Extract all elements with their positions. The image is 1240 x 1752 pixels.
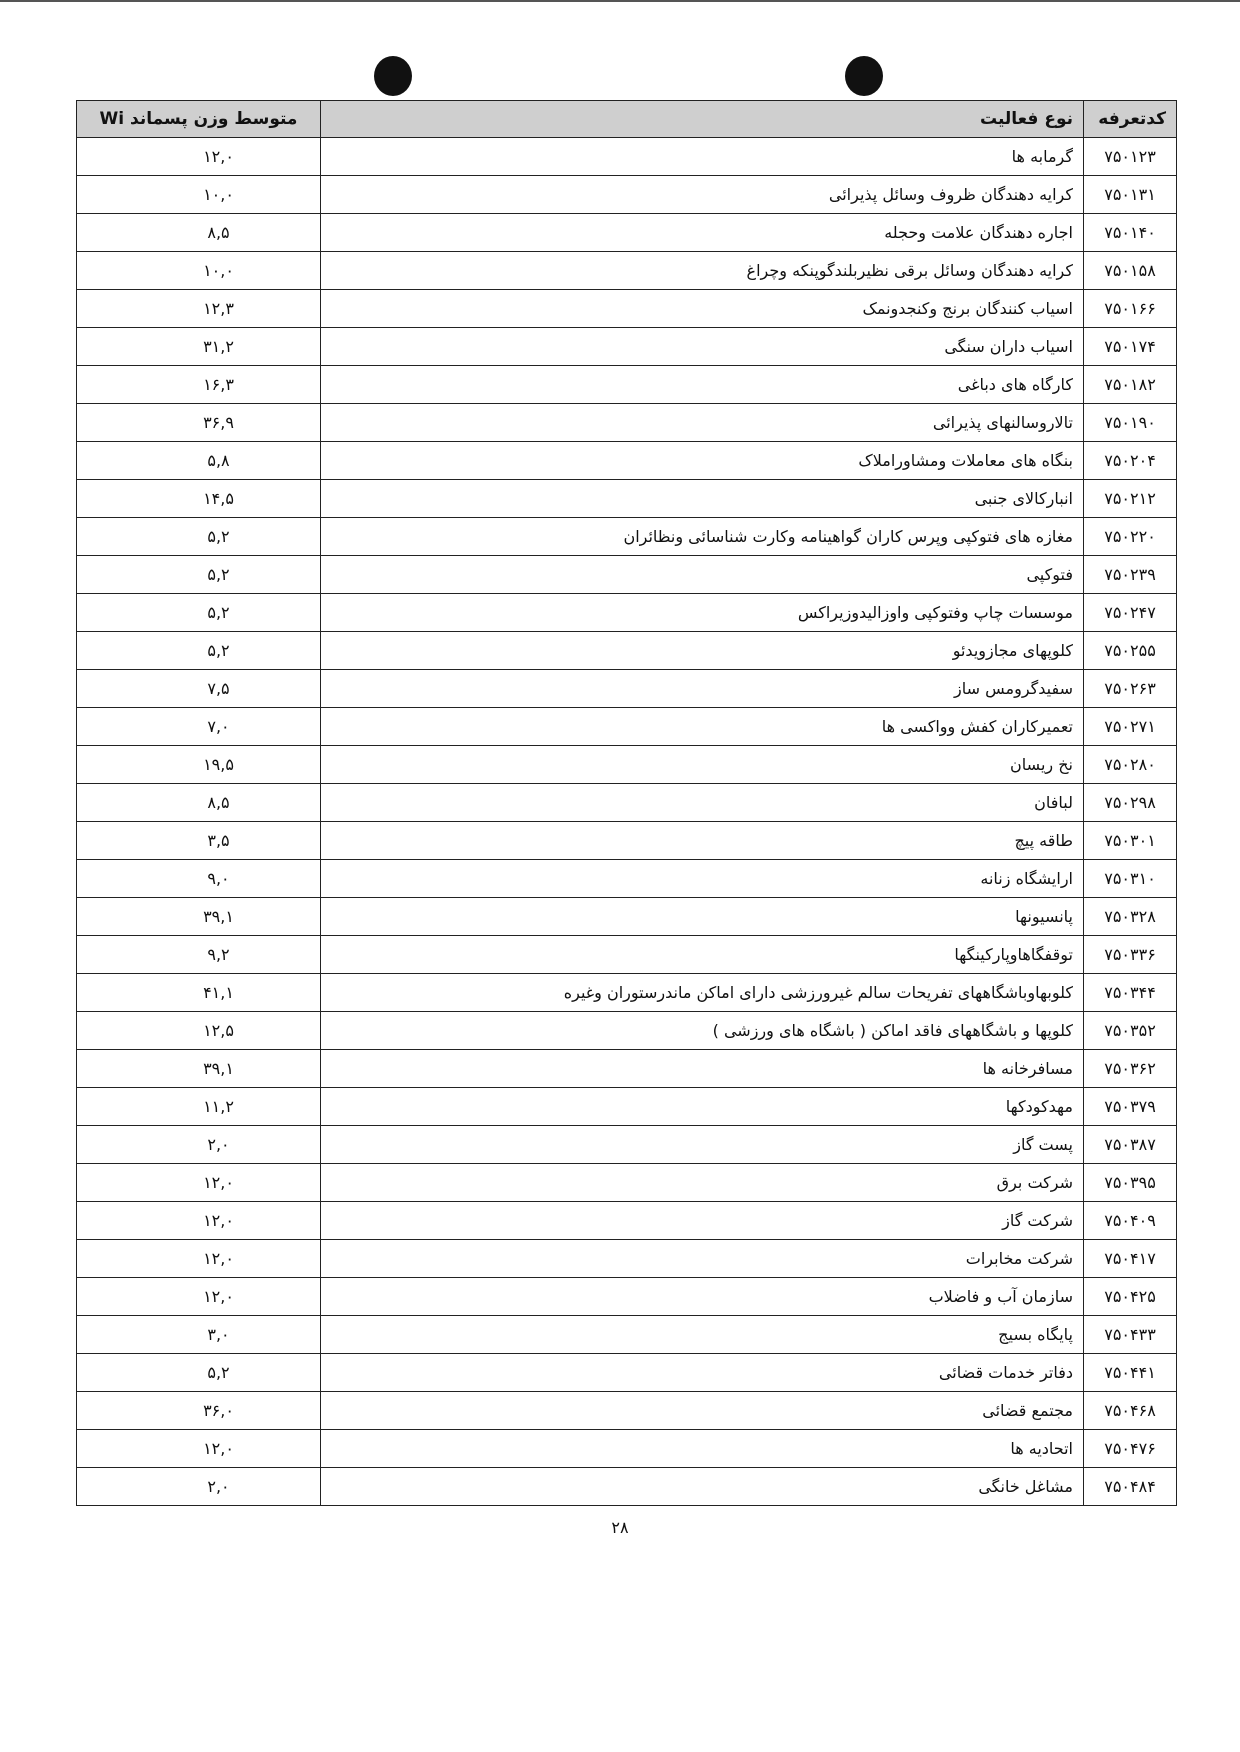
table-row <box>77 556 1177 594</box>
table-row <box>77 1126 1177 1164</box>
activity-type: مشاغل خانگی <box>321 1468 1084 1506</box>
tariff-code: ۷۵۰۲۹۸ <box>1084 784 1177 822</box>
activity-type: موسسات چاپ وفتوکپی واوزالیدوزیراکس <box>321 594 1084 632</box>
tariff-code: ۷۵۰۲۱۲ <box>1084 480 1177 518</box>
header-value: متوسط وزن پسماند Wi <box>77 101 321 138</box>
tariff-code: ۷۵۰۳۵۲ <box>1084 1012 1177 1050</box>
waste-weight: ۱۲,۰ <box>203 1211 234 1230</box>
waste-weight-cell <box>77 936 321 974</box>
activity-type: مسافرخانه ها <box>321 1050 1084 1088</box>
tariff-code: ۷۵۰۲۲۰ <box>1084 518 1177 556</box>
table-row <box>77 1202 1177 1240</box>
tariff-code: ۷۵۰۲۷۱ <box>1084 708 1177 746</box>
activity-type: پایگاه بسیج <box>321 1316 1084 1354</box>
header-code: کدتعرفه <box>1084 101 1177 138</box>
activity-type: گرمابه ها <box>321 138 1084 176</box>
activity-type: شرکت مخابرات <box>321 1240 1084 1278</box>
waste-weight: ۷,۵ <box>207 679 230 698</box>
waste-weight: ۱۱,۲ <box>203 1097 234 1116</box>
waste-weight: ۱۲,۰ <box>203 1287 234 1306</box>
tariff-code: ۷۵۰۴۰۹ <box>1084 1202 1177 1240</box>
tariff-code: ۷۵۰۴۶۸ <box>1084 1392 1177 1430</box>
table-row <box>77 1430 1177 1468</box>
waste-weight: ۵,۲ <box>207 641 230 660</box>
table-row <box>77 1468 1177 1506</box>
waste-weight-cell <box>77 404 321 442</box>
waste-weight-cell <box>77 1012 321 1050</box>
waste-weight: ۱۲,۵ <box>203 1021 234 1040</box>
waste-weight-cell <box>77 898 321 936</box>
activity-type: طاقه پیچ <box>321 822 1084 860</box>
waste-weight: ۲,۰ <box>207 1477 230 1496</box>
waste-weight-cell <box>77 1354 321 1392</box>
table-row <box>77 1316 1177 1354</box>
table-row <box>77 252 1177 290</box>
activity-type: تالاروسالنهای پذیرائی <box>321 404 1084 442</box>
waste-weight: ۱۴,۵ <box>203 489 234 508</box>
punch-hole-left <box>374 56 412 96</box>
tariff-code: ۷۵۰۱۲۳ <box>1084 138 1177 176</box>
activity-type: اتحادیه ها <box>321 1430 1084 1468</box>
tariff-code: ۷۵۰۱۷۴ <box>1084 328 1177 366</box>
page-number: ۲۸ <box>611 1518 629 1537</box>
activity-type: توقفگاهاوپارکینگها <box>321 936 1084 974</box>
waste-weight: ۳۹,۱ <box>203 907 234 926</box>
waste-weight-cell <box>77 822 321 860</box>
tariff-code: ۷۵۰۴۷۶ <box>1084 1430 1177 1468</box>
waste-weight-cell <box>77 290 321 328</box>
waste-weight: ۱۲,۰ <box>203 1249 234 1268</box>
waste-weight: ۵,۸ <box>207 451 230 470</box>
activity-type: مهدکودکها <box>321 1088 1084 1126</box>
tariff-code: ۷۵۰۳۶۲ <box>1084 1050 1177 1088</box>
tariff-code: ۷۵۰۴۴۱ <box>1084 1354 1177 1392</box>
table-row <box>77 1278 1177 1316</box>
waste-weight: ۱۲,۰ <box>203 1439 234 1458</box>
scan-edge <box>0 0 1240 2</box>
waste-weight: ۱۶,۳ <box>203 375 234 394</box>
activity-type: اجاره دهندگان علامت وحجله <box>321 214 1084 252</box>
waste-weight-cell <box>77 1164 321 1202</box>
activity-type: فتوکپی <box>321 556 1084 594</box>
activity-type: مجتمع قضائی <box>321 1392 1084 1430</box>
activity-type: کرایه دهندگان ظروف وسائل پذیرائی <box>321 176 1084 214</box>
tariff-code: ۷۵۰۳۳۶ <box>1084 936 1177 974</box>
activity-type: اسیاب داران سنگی <box>321 328 1084 366</box>
table-row <box>77 708 1177 746</box>
activity-type: کرایه دهندگان وسائل برقی نظیربلندگوپنکه وچراغ <box>321 252 1084 290</box>
table-row <box>77 1050 1177 1088</box>
table-row <box>77 214 1177 252</box>
activity-type: ارایشگاه زنانه <box>321 860 1084 898</box>
table-row <box>77 1392 1177 1430</box>
tariff-code: ۷۵۰۲۵۵ <box>1084 632 1177 670</box>
activity-type: کارگاه های دباغی <box>321 366 1084 404</box>
tariff-code: ۷۵۰۲۸۰ <box>1084 746 1177 784</box>
waste-weight: ۱۰,۰ <box>203 185 234 204</box>
waste-weight-cell <box>77 480 321 518</box>
waste-weight-cell <box>77 974 321 1012</box>
waste-weight-cell <box>77 1202 321 1240</box>
table-row <box>77 898 1177 936</box>
table-row <box>77 404 1177 442</box>
waste-weight: ۸,۵ <box>207 793 230 812</box>
activity-type: کلوپها و باشگاههای فاقد اماکن ( باشگاه های ورزشی ) <box>321 1012 1084 1050</box>
table-row <box>77 518 1177 556</box>
waste-weight-cell <box>77 1050 321 1088</box>
activity-type: کلوبهاوباشگاههای تفریحات سالم غیرورزشی دارای اماکن ماندرستوران وغیره <box>321 974 1084 1012</box>
tariff-code: ۷۵۰۲۶۳ <box>1084 670 1177 708</box>
activity-type: کلوپهای مجازویدئو <box>321 632 1084 670</box>
waste-weight: ۵,۲ <box>207 565 230 584</box>
waste-weight-cell <box>77 632 321 670</box>
table-row <box>77 746 1177 784</box>
waste-weight: ۵,۲ <box>207 603 230 622</box>
waste-weight-cell <box>77 214 321 252</box>
waste-weight-cell <box>77 594 321 632</box>
waste-weight: ۳۱,۲ <box>203 337 234 356</box>
table-row <box>77 1088 1177 1126</box>
table-row <box>77 594 1177 632</box>
table-header-row <box>77 101 1177 138</box>
activity-type: بنگاه های معاملات ومشاوراملاک <box>321 442 1084 480</box>
waste-weight: ۳,۰ <box>207 1325 230 1344</box>
tariff-code: ۷۵۰۱۵۸ <box>1084 252 1177 290</box>
tariff-code: ۷۵۰۲۰۴ <box>1084 442 1177 480</box>
waste-weight: ۸,۵ <box>207 223 230 242</box>
waste-weight: ۱۹,۵ <box>203 755 234 774</box>
waste-weight: ۳۶,۹ <box>203 413 234 432</box>
tariff-code: ۷۵۰۲۴۷ <box>1084 594 1177 632</box>
activity-type: دفاتر خدمات قضائی <box>321 1354 1084 1392</box>
waste-weight-cell <box>77 1088 321 1126</box>
activity-type: تعمیرکاران کفش وواکسی ها <box>321 708 1084 746</box>
tariff-code: ۷۵۰۱۳۱ <box>1084 176 1177 214</box>
activity-type: اسیاب کنندگان برنج وکنجدونمک <box>321 290 1084 328</box>
activity-type: پانسیونها <box>321 898 1084 936</box>
table-row <box>77 974 1177 1012</box>
tariff-code: ۷۵۰۱۸۲ <box>1084 366 1177 404</box>
table-row <box>77 670 1177 708</box>
waste-weight-cell <box>77 1278 321 1316</box>
table-row <box>77 328 1177 366</box>
table-row <box>77 784 1177 822</box>
waste-weight-cell <box>77 366 321 404</box>
table-row <box>77 1240 1177 1278</box>
tariff-code: ۷۵۰۴۳۳ <box>1084 1316 1177 1354</box>
waste-weight-cell <box>77 328 321 366</box>
tariff-code: ۷۵۰۳۸۷ <box>1084 1126 1177 1164</box>
waste-weight: ۱۲,۳ <box>203 299 234 318</box>
waste-weight: ۳۹,۱ <box>203 1059 234 1078</box>
activity-type: مغازه های فتوکپی وپرس کاران گواهینامه وکارت شناسائی ونظائران <box>321 518 1084 556</box>
table-row <box>77 1164 1177 1202</box>
waste-weight-cell <box>77 176 321 214</box>
waste-weight: ۱۲,۰ <box>203 147 234 166</box>
waste-weight-cell <box>77 784 321 822</box>
waste-weight-cell <box>77 1126 321 1164</box>
tariff-code: ۷۵۰۱۴۰ <box>1084 214 1177 252</box>
table-row <box>77 138 1177 176</box>
tariff-code: ۷۵۰۳۴۴ <box>1084 974 1177 1012</box>
activity-type: شرکت برق <box>321 1164 1084 1202</box>
activity-type: شرکت گاز <box>321 1202 1084 1240</box>
waste-weight-cell <box>77 442 321 480</box>
waste-weight-cell <box>77 252 321 290</box>
table-row <box>77 176 1177 214</box>
tariff-code: ۷۵۰۳۹۵ <box>1084 1164 1177 1202</box>
table-row <box>77 480 1177 518</box>
tariff-code: ۷۵۰۳۰۱ <box>1084 822 1177 860</box>
activity-type: سفیدگرومس ساز <box>321 670 1084 708</box>
waste-weight-cell <box>77 1240 321 1278</box>
waste-weight: ۱۲,۰ <box>203 1173 234 1192</box>
table-row <box>77 290 1177 328</box>
waste-weight-cell <box>77 860 321 898</box>
waste-weight-cell <box>77 708 321 746</box>
waste-weight: ۹,۲ <box>207 945 230 964</box>
table-row <box>77 1012 1177 1050</box>
activity-type: نخ ریسان <box>321 746 1084 784</box>
waste-weight: ۹,۰ <box>207 869 230 888</box>
tariff-code: ۷۵۰۳۲۸ <box>1084 898 1177 936</box>
header-activity: نوع فعالیت <box>321 101 1084 138</box>
waste-weight: ۷,۰ <box>207 717 230 736</box>
tariff-code: ۷۵۰۱۶۶ <box>1084 290 1177 328</box>
tariff-code: ۷۵۰۴۲۵ <box>1084 1278 1177 1316</box>
waste-weight: ۴۱,۱ <box>203 983 234 1002</box>
waste-weight-cell <box>77 670 321 708</box>
tariff-code: ۷۵۰۲۳۹ <box>1084 556 1177 594</box>
tariff-code: ۷۵۰۳۱۰ <box>1084 860 1177 898</box>
waste-weight-cell <box>77 1316 321 1354</box>
waste-weight-cell <box>77 746 321 784</box>
waste-weight: ۱۰,۰ <box>203 261 234 280</box>
waste-weight: ۲,۰ <box>207 1135 230 1154</box>
waste-weight: ۳۶,۰ <box>203 1401 234 1420</box>
waste-weight-cell <box>77 1468 321 1506</box>
table-row <box>77 632 1177 670</box>
waste-weight-cell <box>77 518 321 556</box>
activity-type: سازمان آب و فاضلاب <box>321 1278 1084 1316</box>
tariff-code: ۷۵۰۱۹۰ <box>1084 404 1177 442</box>
table-row <box>77 1354 1177 1392</box>
waste-weight-cell <box>77 1392 321 1430</box>
waste-weight: ۵,۲ <box>207 527 230 546</box>
punch-hole-right <box>845 56 883 96</box>
waste-weight-table <box>76 100 1177 1506</box>
activity-type: لبافان <box>321 784 1084 822</box>
tariff-code: ۷۵۰۳۷۹ <box>1084 1088 1177 1126</box>
waste-weight: ۵,۲ <box>207 1363 230 1382</box>
table-row <box>77 366 1177 404</box>
activity-type: پست گاز <box>321 1126 1084 1164</box>
tariff-code: ۷۵۰۴۸۴ <box>1084 1468 1177 1506</box>
activity-type: انبارکالای جنبی <box>321 480 1084 518</box>
table-row <box>77 822 1177 860</box>
waste-weight-cell <box>77 1430 321 1468</box>
table-row <box>77 442 1177 480</box>
waste-weight: ۳,۵ <box>207 831 230 850</box>
waste-weight-cell <box>77 138 321 176</box>
waste-weight-cell <box>77 556 321 594</box>
table-row <box>77 860 1177 898</box>
table-row <box>77 936 1177 974</box>
tariff-code: ۷۵۰۴۱۷ <box>1084 1240 1177 1278</box>
